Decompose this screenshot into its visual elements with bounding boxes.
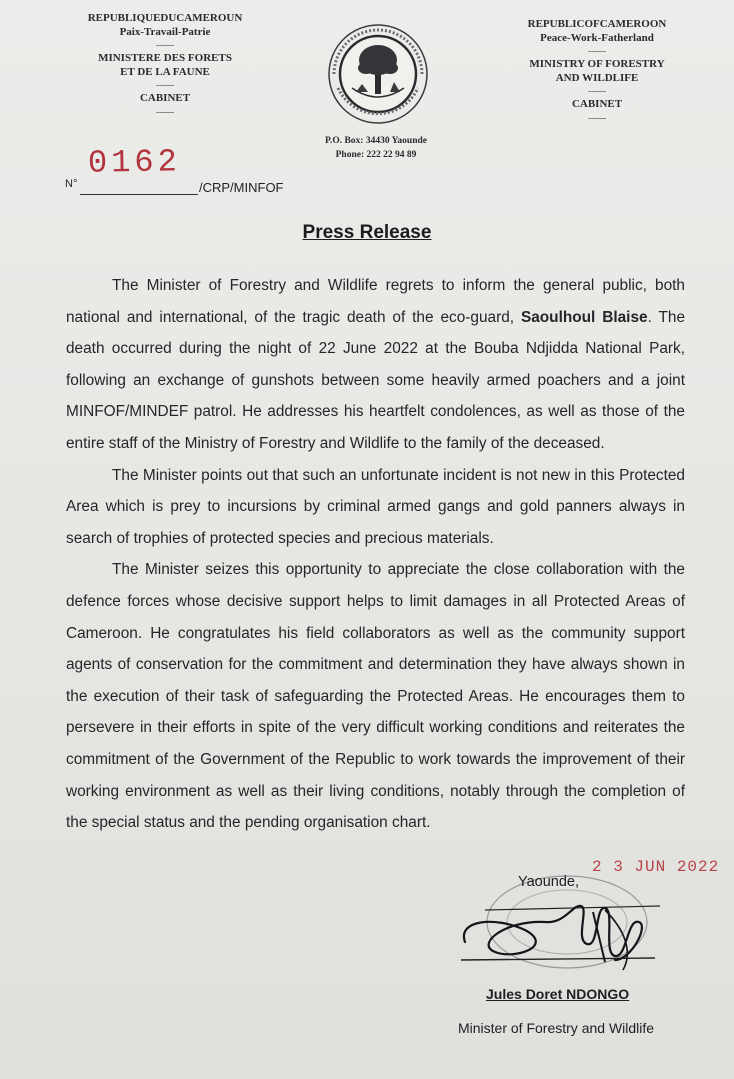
paragraph-1 [66, 270, 685, 460]
separator: ------ [588, 46, 606, 56]
header-right-english [508, 18, 686, 125]
office-en: CABINET [571, 98, 623, 110]
contact-info [296, 134, 456, 162]
paragraph-3: The Minister seizes this opportunity to appreciate the close collaboration with the defence forces whose decisive support helps to limit damages in all Protected Areas of Cameroon. He congratulates his field collaborators as well as the community support agents of conservation for the commitment and determination they have always shown in the execution of their task of safeguarding the Protected Areas. He encourages them to persevere in their efforts in spite of the very difficult working conditions and reiterates the commitment of the Government of the Republic to work towards the improvement of their working environment as well as their living conditions, notably through the completion of the special status and the pending organisation chart. [66, 561, 685, 832]
ministry-en-line2: AND WILDLIFE [555, 71, 639, 84]
separator: ------ [156, 40, 174, 50]
reference-underline [80, 194, 198, 195]
signatory-title: Minister of Forestry and Wildlife [458, 1020, 655, 1036]
office-fr: CABINET [139, 92, 191, 104]
motto-en: Peace-Work-Fatherland [540, 31, 654, 44]
motto-fr: Paix-Travail-Patrie [119, 25, 211, 38]
paragraph-1-text-a: The Minister of Forestry and Wildlife regrets to inform the general public, both national and international, of the tragic death of the eco-guard, [66, 277, 685, 326]
ministry-en-line1: MINISTRY OF FORESTRY [529, 58, 665, 70]
country-name-fr: REPUBLIQUEDUCAMEROUN [87, 12, 243, 24]
country-name-en: REPUBLICOFCAMEROON [527, 18, 667, 30]
separator: ------ [588, 112, 606, 123]
separator: ------ [156, 106, 174, 117]
reference-number-stamp: 0162 [87, 143, 182, 182]
paragraph-2: The Minister points out that such an unfortunate incident is not new in this Protected Area which is prey to incursions by criminal armed gangs and gold panners always in search of trophies of protected species and precious materials. [66, 466, 685, 547]
paragraph-1-text-b: . The death occurred during the night of 22 June 2022 at the Bouba Ndjidda National Park, following an exchange of gunshots between some heavily armed poachers and a joint MINFOF/MINDEF patrol. He addresses his heartfelt condolences, as well as those of the entire staff of the Ministry of Forestry and Wildlife to the family of the deceased. [66, 308, 685, 452]
signing-place: Yaounde, [518, 874, 580, 890]
po-box: P.O. Box: 34430 Yaounde [325, 136, 427, 146]
ministry-fr-line2: ET DE LA FAUNE [120, 65, 210, 78]
signatory-name: Jules Doret NDONGO [486, 986, 630, 1002]
ministry-seal-logo [326, 22, 430, 126]
ministry-fr-line1: MINISTERE DES FORETS [98, 52, 232, 64]
document-title: Press Release [302, 222, 432, 243]
separator: ------ [156, 80, 174, 90]
separator: ------ [588, 86, 606, 96]
phone-number: Phone: 222 22 94 89 [335, 150, 417, 160]
reference-suffix: /CRP/MINFOF [199, 180, 284, 195]
date-stamp: 2 3 JUN 2022 [592, 858, 720, 876]
header-left-french [70, 12, 260, 119]
press-release-body [66, 270, 685, 839]
eco-guard-name: Saoulhoul Blaise [520, 308, 648, 326]
reference-prefix: N° [65, 178, 78, 190]
